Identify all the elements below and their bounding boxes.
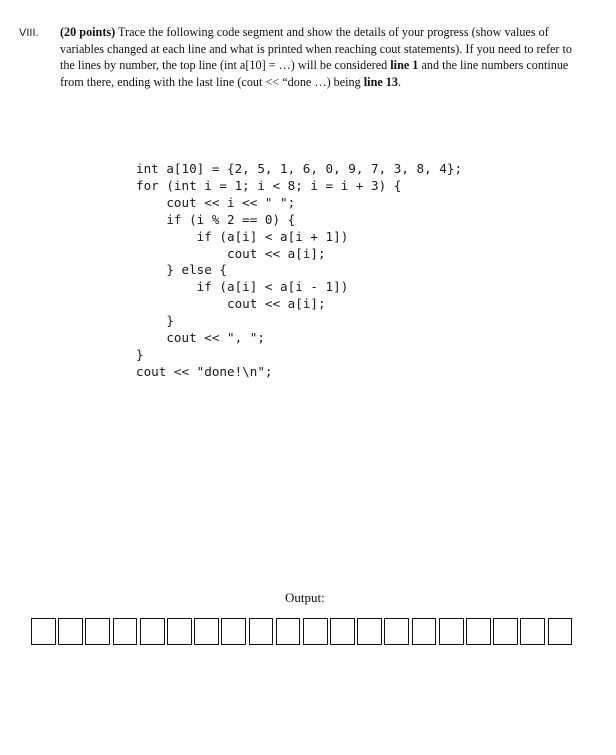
output-box[interactable] xyxy=(357,618,382,645)
output-box[interactable] xyxy=(384,618,409,645)
question-prompt xyxy=(60,24,572,90)
code-line-7: } else { xyxy=(136,262,227,278)
code-line-11: cout << ", "; xyxy=(136,330,265,346)
output-box[interactable] xyxy=(330,618,355,645)
output-box[interactable] xyxy=(31,618,56,645)
output-answer-boxes xyxy=(31,618,575,645)
question-text-part-3: . xyxy=(398,74,402,89)
code-line-9: cout << a[i]; xyxy=(136,296,326,312)
output-box[interactable] xyxy=(249,618,274,645)
output-box[interactable] xyxy=(466,618,491,645)
output-box[interactable] xyxy=(303,618,328,645)
output-box[interactable] xyxy=(140,618,165,645)
question-number: VIII. xyxy=(19,27,39,39)
output-box[interactable] xyxy=(548,618,573,645)
output-box[interactable] xyxy=(167,618,192,645)
code-line-12: } xyxy=(136,346,144,362)
code-line-6: cout << a[i]; xyxy=(136,245,326,261)
output-box[interactable] xyxy=(113,618,138,645)
question-text-part-2: and the line numbers continue from there, ending with the last line (cout << “done …) being xyxy=(60,58,569,89)
output-box[interactable] xyxy=(412,618,437,645)
output-box[interactable] xyxy=(493,618,518,645)
output-box[interactable] xyxy=(439,618,464,645)
code-segment xyxy=(136,161,462,381)
output-box[interactable] xyxy=(58,618,83,645)
code-line-3: cout << i << " "; xyxy=(136,194,296,210)
code-line-5: if (a[i] < a[i + 1]) xyxy=(136,228,349,244)
output-box[interactable] xyxy=(194,618,219,645)
line-1-ref: line 1 xyxy=(390,58,419,73)
code-line-1: int a[10] = {2, 5, 1, 6, 0, 9, 7, 3, 8, 4}; xyxy=(136,161,463,176)
question-text-part-1: Trace the following code segment and show the details of your progress (show values of variables changed at each line and what is printed when reaching cout statements). If you need to refer to the lines by number, the top line (int a[10] = …) will be considered xyxy=(60,25,573,73)
code-line-2: for (int i = 1; i < 8; i = i + 3) { xyxy=(136,177,402,193)
output-box[interactable] xyxy=(276,618,301,645)
output-box[interactable] xyxy=(221,618,246,645)
code-line-10: } xyxy=(136,313,174,329)
question-points: (20 points) xyxy=(60,25,116,39)
output-box[interactable] xyxy=(85,618,110,645)
code-line-4: if (i % 2 == 0) { xyxy=(136,211,296,227)
line-13-ref: line 13 xyxy=(363,74,398,89)
output-label: Output: xyxy=(285,590,325,605)
output-box[interactable] xyxy=(520,618,545,645)
code-line-13: cout << "done!\n"; xyxy=(136,363,273,379)
code-line-8: if (a[i] < a[i - 1]) xyxy=(136,279,349,295)
